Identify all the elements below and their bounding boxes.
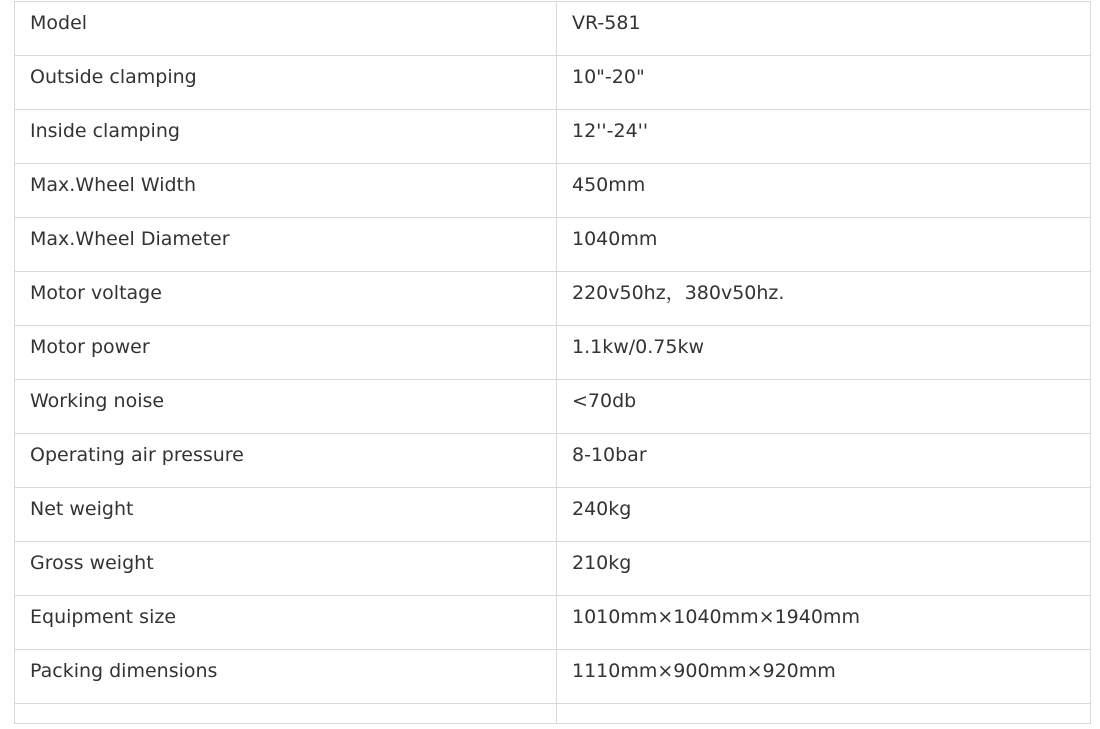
spec-value: 220v50hz，380v50hz.	[572, 282, 785, 304]
spec-value: VR-581	[572, 12, 641, 34]
table-row	[15, 110, 1091, 164]
spec-label-cell	[15, 380, 557, 434]
spec-label-cell	[15, 110, 557, 164]
spec-label: Max.Wheel Width	[30, 174, 197, 196]
spec-label: Gross weight	[30, 552, 154, 574]
spec-value-cell	[557, 380, 1091, 434]
spec-value: 240kg	[572, 498, 632, 520]
spec-label-cell	[15, 596, 557, 650]
spec-label: Motor power	[30, 336, 150, 358]
empty-cell	[557, 704, 1091, 724]
spec-label: Model	[30, 12, 88, 34]
spec-label-cell	[15, 488, 557, 542]
spec-label-cell	[15, 542, 557, 596]
spec-value-cell	[557, 164, 1091, 218]
spec-label-cell	[15, 650, 557, 704]
table-row-empty	[15, 704, 1091, 724]
spec-label: Working noise	[30, 390, 165, 412]
spec-value: 450mm	[572, 174, 646, 196]
spec-label-cell	[15, 326, 557, 380]
table-row	[15, 542, 1091, 596]
spec-value: 1.1kw/0.75kw	[572, 336, 705, 358]
spec-value: 12''-24''	[572, 120, 649, 142]
spec-label-cell	[15, 272, 557, 326]
spec-label-cell	[15, 434, 557, 488]
spec-label-cell	[15, 56, 557, 110]
spec-value-cell	[557, 2, 1091, 56]
spec-label: Operating air pressure	[30, 444, 244, 466]
spec-label: Equipment size	[30, 606, 177, 628]
table-row	[15, 272, 1091, 326]
spec-value-cell	[557, 56, 1091, 110]
spec-value-cell	[557, 272, 1091, 326]
spec-value: 10"-20"	[572, 66, 645, 88]
table-row	[15, 218, 1091, 272]
spec-label: Net weight	[30, 498, 134, 520]
spec-value-cell	[557, 110, 1091, 164]
spec-value: 1110mm×900mm×920mm	[572, 660, 836, 682]
table-row	[15, 56, 1091, 110]
spec-label-cell	[15, 164, 557, 218]
spec-label: Max.Wheel Diameter	[30, 228, 230, 250]
table-row	[15, 164, 1091, 218]
spec-value-cell	[557, 650, 1091, 704]
spec-value: 1040mm	[572, 228, 658, 250]
spec-value: 1010mm×1040mm×1940mm	[572, 606, 860, 628]
spec-value-cell	[557, 218, 1091, 272]
table-row	[15, 596, 1091, 650]
spec-table	[14, 1, 1091, 724]
spec-label-cell	[15, 218, 557, 272]
spec-label-cell	[15, 2, 557, 56]
spec-value-cell	[557, 542, 1091, 596]
spec-label: Motor voltage	[30, 282, 162, 304]
spec-label: Inside clamping	[30, 120, 180, 142]
spec-value-cell	[557, 434, 1091, 488]
table-row	[15, 380, 1091, 434]
table-row	[15, 326, 1091, 380]
spec-value-cell	[557, 596, 1091, 650]
spec-value: 210kg	[572, 552, 632, 574]
spec-value-cell	[557, 488, 1091, 542]
spec-label: Packing dimensions	[30, 660, 218, 682]
table-row	[15, 2, 1091, 56]
empty-cell	[15, 704, 557, 724]
spec-value-cell	[557, 326, 1091, 380]
table-row	[15, 434, 1091, 488]
spec-label: Outside clamping	[30, 66, 197, 88]
table-row	[15, 650, 1091, 704]
spec-value: 8-10bar	[572, 444, 647, 466]
spec-value: <70db	[572, 390, 637, 412]
table-row	[15, 488, 1091, 542]
